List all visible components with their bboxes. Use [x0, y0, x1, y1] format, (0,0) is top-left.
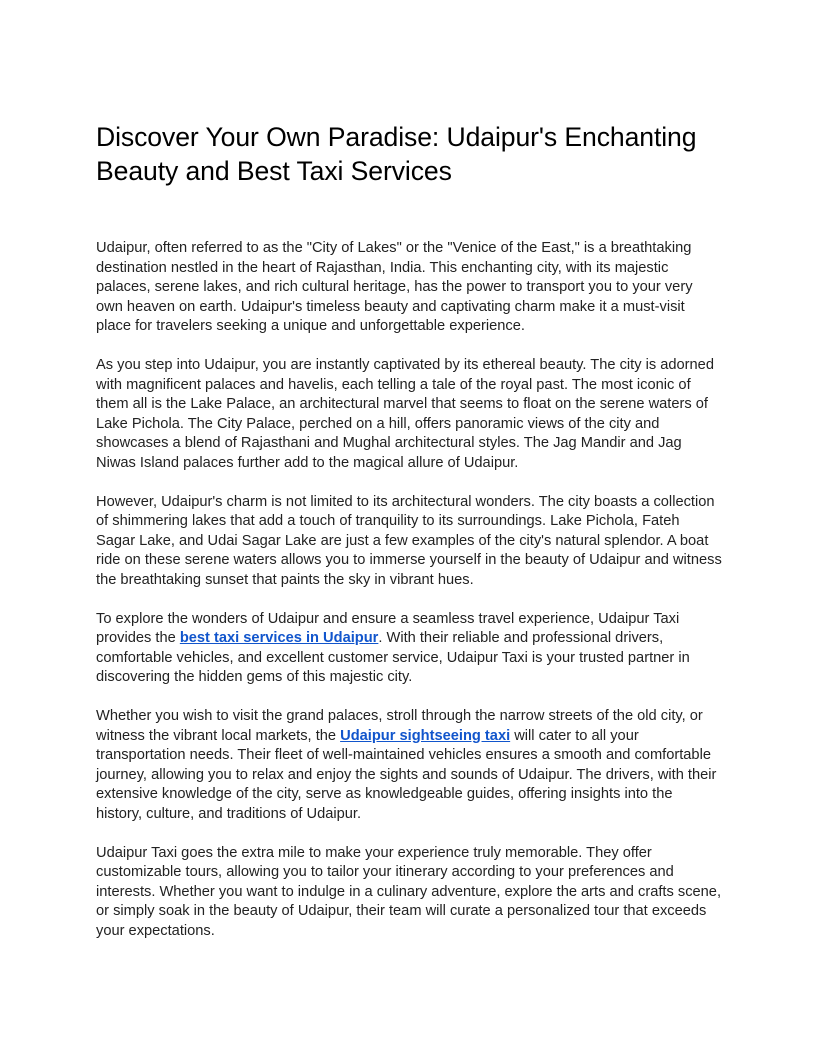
sightseeing-taxi-link[interactable]: Udaipur sightseeing taxi: [340, 727, 511, 744]
paragraph-text: . With their reliable and professional drivers, comfortable vehicles, and excellent customer service, Udaipur Taxi is your trusted partner in discovering the hidden gems of this majestic city.: [96, 630, 690, 685]
document-body: [96, 239, 722, 961]
paragraph-palaces: As you step into Udaipur, you are instantly captivated by its ethereal beauty. The city is adorned with magnificent palaces and havelis, each telling a tale of the royal past. The most iconic of them all is the Lake Palace, an architectural marvel that seems to float on the serene waters of Lake Pichola. The City Palace, perched on a hill, offers panoramic views of the city and showcases a blend of Rajasthani and Mughal architectural styles. The Jag Mandir and Jag Niwas Island palaces further add to the magical allure of Udaipur.: [96, 357, 714, 471]
page-title: Discover Your Own Paradise: Udaipur's Enchanting Beauty and Best Taxi Services: [96, 122, 697, 186]
paragraph-lakes: However, Udaipur's charm is not limited to its architectural wonders. The city boasts a collection of shimmering lakes that add a touch of tranquility to its surroundings. Lake Pichola, Fateh Sagar Lake, and Udai Sagar Lake are just a few examples of the city's natural splendor. A boat ride on these serene waters allows you to immerse yourself in the beauty of Udaipur and witness the breathtaking sunset that paints the sky in vibrant hues.: [96, 493, 722, 588]
paragraph-taxi-services: [96, 610, 722, 688]
paragraph-sightseeing: [96, 707, 722, 824]
best-taxi-services-link[interactable]: best taxi services in Udaipur: [179, 630, 379, 646]
paragraph-text: will cater to all your transportation needs. Their fleet of well-maintained vehicles ensures a smooth and comfortable journey, allowing you to relax and enjoy the sights and sounds of Udaipur. The drivers, with their extensive knowledge of the city, serve as knowledgeable guides, offering insights into the history, culture, and traditions of Udaipur.: [96, 727, 717, 822]
paragraph-text: To explore the wonders of Udaipur and ensure a seamless travel experience, Udaipur Taxi provides the: [96, 610, 680, 646]
paragraph-tours: Udaipur Taxi goes the extra mile to make your experience truly memorable. They offer customizable tours, allowing you to tailor your itinerary according to your preferences and interests. Whether you want to indulge in a culinary adventure, explore the arts and crafts scene, or simply soak in the beauty of Udaipur, their team will curate a personalized tour that exceeds your expectations.: [96, 844, 722, 939]
paragraph-intro: Udaipur, often referred to as the "City of Lakes" or the "Venice of the East," is a breathtaking destination nestled in the heart of Rajasthan, India. This enchanting city, with its majestic palaces, serene lakes, and rich cultural heritage, has the power to transport you to your very own heaven on earth. Udaipur's timeless beauty and captivating charm make it a must-visit place for travelers seeking a unique and unforgettable experience.: [96, 240, 693, 334]
paragraph-text: Whether you wish to visit the grand palaces, stroll through the narrow streets of the old city, or witness the vibrant local markets, the: [96, 708, 703, 744]
